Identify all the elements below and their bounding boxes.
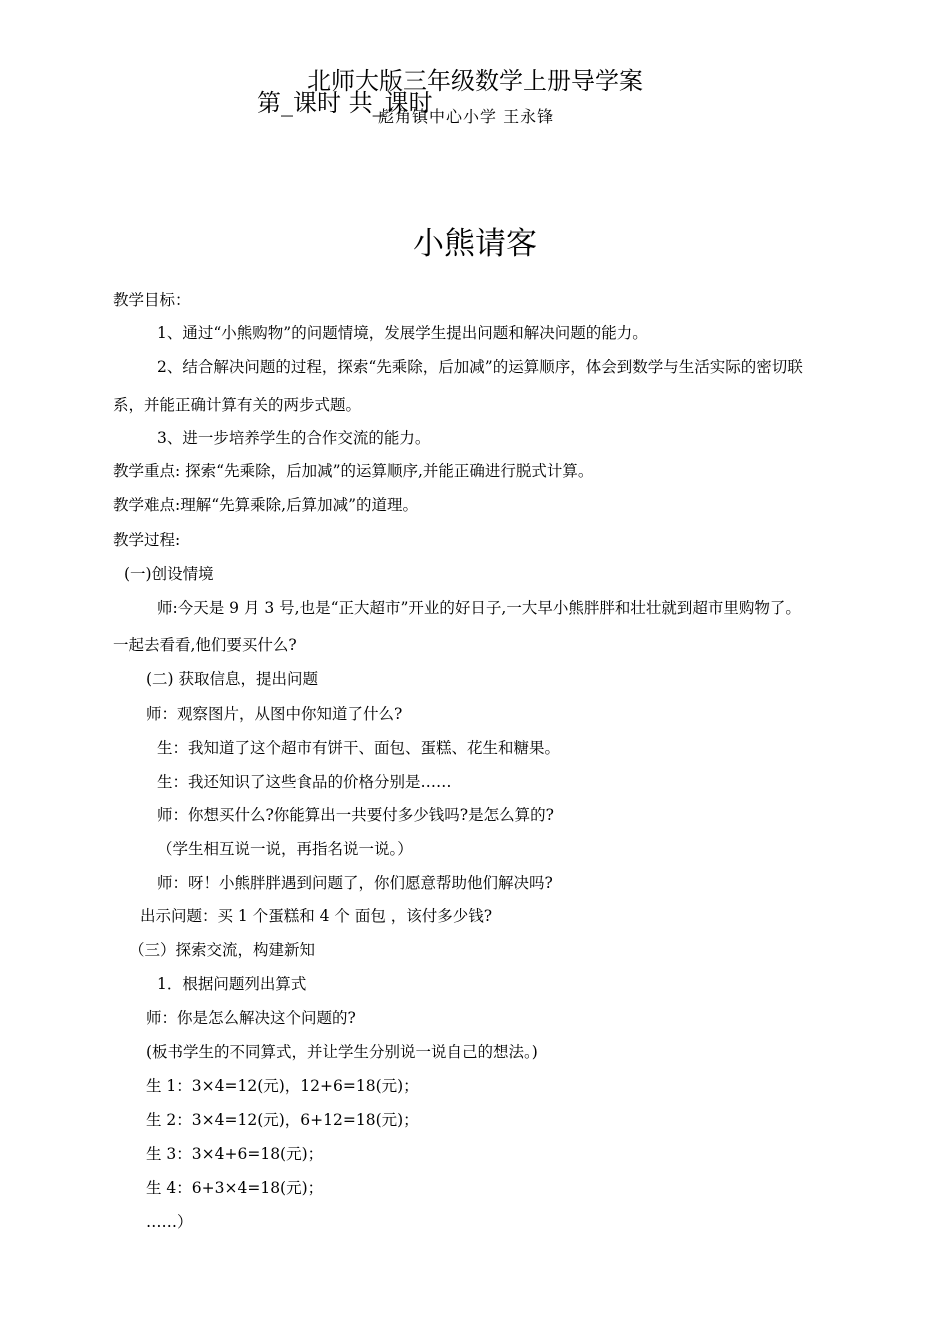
dialogue-line: 师：呀！小熊胖胖遇到问题了，你们愿意帮助他们解决吗? <box>157 874 553 892</box>
dialogue-line: 生：我还知识了这些食品的价格分别是…… <box>157 773 452 791</box>
goal-3: 3、进一步培养学生的合作交流的能力。 <box>157 429 431 447</box>
teacher-intro-line-1: 师:今天是 9 月 3 号,也是“正大超市”开业的好日子,一大早小熊胖胖和壮壮就到超市里购物了。 <box>157 599 801 617</box>
header-series: 北师大版三年级数学上册导学案 <box>307 67 643 95</box>
section-3-heading: （三）探索交流，构建新知 <box>129 941 316 959</box>
header-school-author: 彪角镇中心小学 王永锋 <box>378 107 555 126</box>
note-line: (板书学生的不同算式，并让学生分别说一说自己的想法。) <box>146 1043 538 1061</box>
student-answer-4: 生 4：6+3×4=18(元)； <box>146 1179 324 1197</box>
goal-2-line-1: 2、结合解决问题的过程，探索“先乘除，后加减”的运算顺序，体会到数学与生活实际的密切联 <box>157 358 803 376</box>
dialogue-line: 生：我知道了这个超市有饼干、面包、蛋糕、花生和糖果。 <box>157 739 561 757</box>
teacher-intro-line-2: 一起去看看,他们要买什么? <box>113 636 297 654</box>
ellipsis-line: ……） <box>146 1213 193 1231</box>
difficult-point: 教学难点:理解“先算乘除,后算加减”的道理。 <box>113 496 418 514</box>
dialogue-line: 师：观察图片，从图中你知道了什么? <box>146 705 403 723</box>
dialogue-line: 师：你是怎么解决这个问题的? <box>146 1009 356 1027</box>
key-point: 教学重点: 探索“先乘除，后加减”的运算顺序,并能正确进行脱式计算。 <box>113 462 594 480</box>
step-1-heading: 1．根据问题列出算式 <box>157 975 307 993</box>
header-lesson: 第_课时 共_课时 <box>257 89 433 117</box>
goal-1: 1、通过“小熊购物”的问题情境，发展学生提出问题和解决问题的能力。 <box>157 324 648 342</box>
goal-2-line-2: 系，并能正确计算有关的两步式题。 <box>113 396 362 414</box>
section-1-heading: (一)创设情境 <box>124 565 214 583</box>
student-answer-2: 生 2：3×4=12(元)，6+12=18(元)； <box>146 1111 419 1129</box>
page-title: 小熊请客 <box>413 226 537 262</box>
dialogue-line: 师：你想买什么?你能算出一共要付多少钱吗?是怎么算的? <box>157 806 554 824</box>
note-line: （学生相互说一说，再指名说一说。） <box>157 840 413 858</box>
process-heading: 教学过程: <box>113 531 181 549</box>
student-answer-3: 生 3：3×4+6=18(元)； <box>146 1145 324 1163</box>
section-2-heading: (二) 获取信息，提出问题 <box>146 670 319 688</box>
student-answer-1: 生 1：3×4=12(元)，12+6=18(元)； <box>146 1077 419 1095</box>
goals-heading: 教学目标： <box>113 291 191 309</box>
problem-statement: 出示问题：买 1 个蛋糕和 4 个 面包 ，该付多少钱? <box>140 907 493 925</box>
